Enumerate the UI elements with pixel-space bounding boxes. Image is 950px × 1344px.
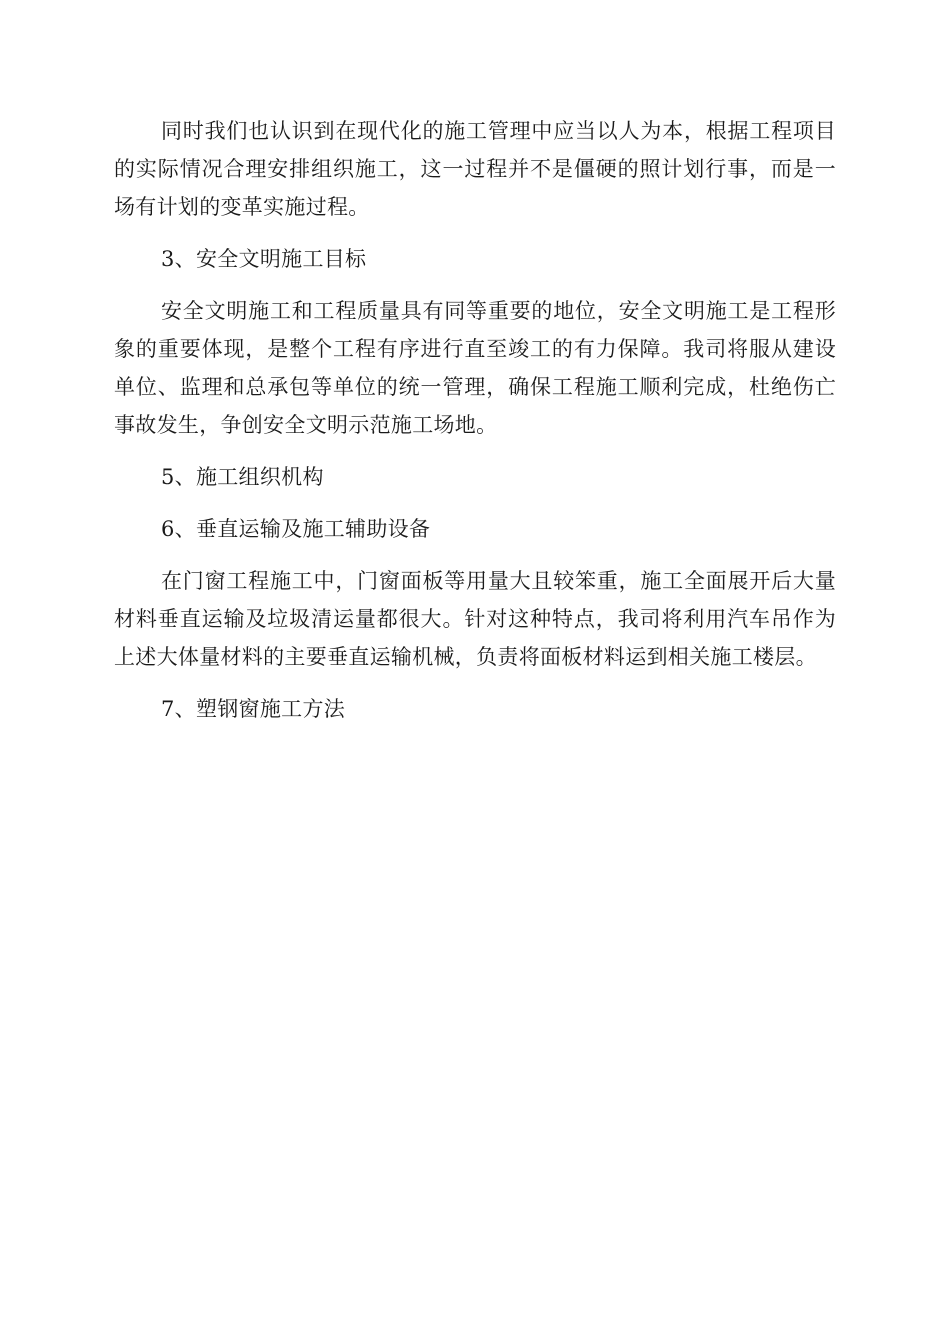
section-heading-safety-goals: 3、安全文明施工目标	[161, 247, 367, 271]
section-heading-organization: 5、施工组织机构	[161, 465, 324, 489]
document-page	[114, 112, 836, 742]
section-heading-vertical-transport: 6、垂直运输及施工辅助设备	[161, 517, 431, 541]
section-heading-plastic-steel-windows: 7、塑钢窗施工方法	[161, 697, 346, 721]
paragraph-vertical-transport: 在门窗工程施工中，门窗面板等用量大且较笨重，施工全面展开后大量材料垂直运输及垃圾清运量都很大。针对这种特点，我司将利用汽车吊作为上述大体量材料的主要垂直运输机械，负责将面板材料运到相关施工楼层。	[114, 569, 836, 669]
paragraph-people-oriented-management: 同时我们也认识到在现代化的施工管理中应当以人为本，根据工程项目的实际情况合理安排组织施工，这一过程并不是僵硬的照计划行事，而是一场有计划的变革实施过程。	[114, 119, 836, 219]
paragraph-safety-goals: 安全文明施工和工程质量具有同等重要的地位，安全文明施工是工程形象的重要体现，是整个工程有序进行直至竣工的有力保障。我司将服从建设单位、监理和总承包等单位的统一管理，确保工程施工顺利完成，杜绝伤亡事故发生，争创安全文明示范施工场地。	[114, 299, 836, 437]
